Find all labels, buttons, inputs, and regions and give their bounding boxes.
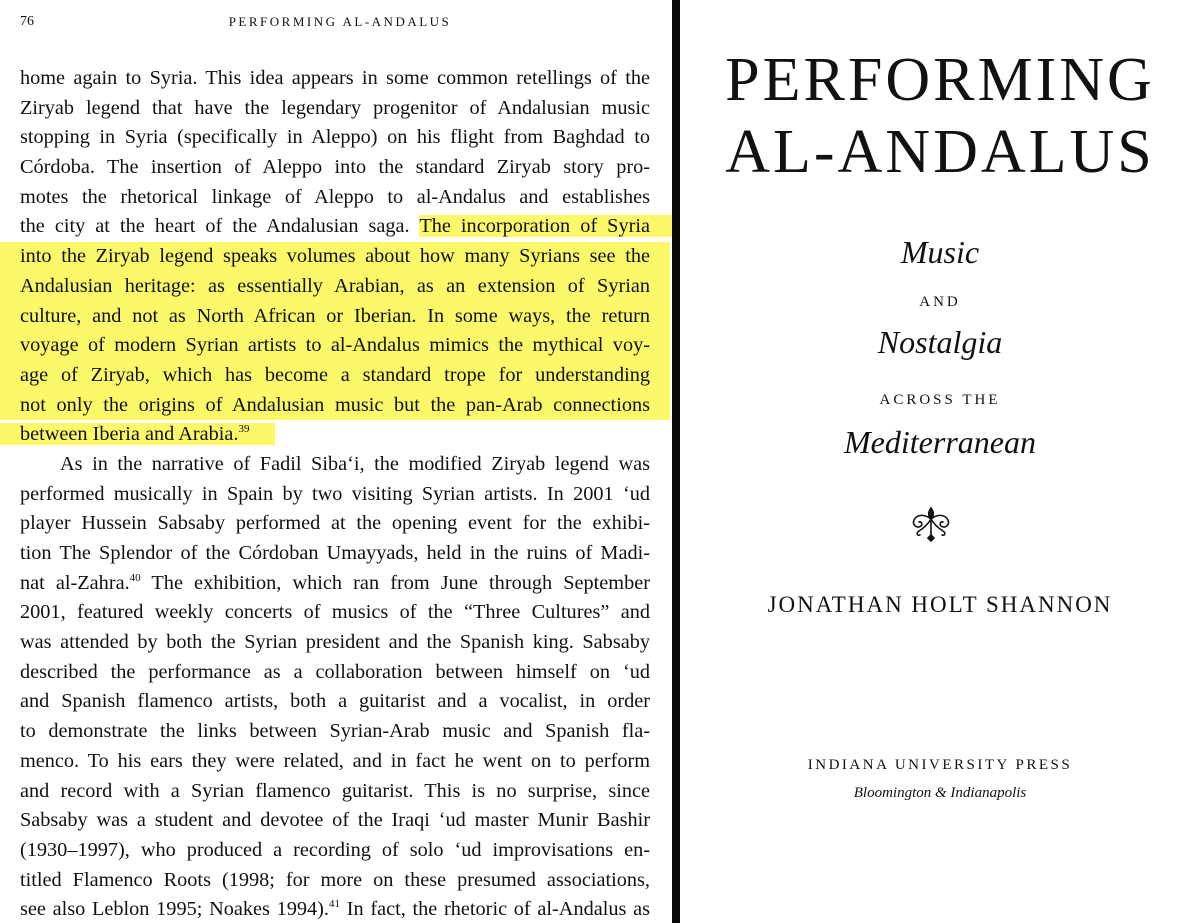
text-line: [20, 658, 650, 688]
text-line: [20, 717, 650, 747]
text-line-content: [20, 750, 650, 772]
text-line: [20, 509, 650, 539]
text-line: [20, 628, 650, 658]
highlighted-text: Andalusian heritage: as essentially Arabian, as an extension of Syrian: [20, 274, 650, 297]
running-head: [20, 14, 660, 36]
highlighted-text: voyage of modern Syrian artists to al-Andalus mimics the mythical voy-: [20, 334, 650, 357]
line-text: As in the narrative of Fadil Siba‘i, the modified Ziryab legend was: [60, 452, 650, 475]
text-line-content: [20, 364, 650, 386]
line-text: described the performance as a collaboration between himself on ‘ud: [20, 660, 650, 683]
line-text: tion The Splendor of the Córdoban Umayyads, held in the ruins of Madi-: [20, 542, 650, 564]
footnote-ref: 41: [329, 898, 341, 911]
text-line: [20, 153, 650, 183]
highlighted-text: culture, and not as North African or Iberian. In some ways, the return: [20, 304, 650, 327]
title-block: [680, 44, 1200, 188]
text-line-content: [20, 631, 650, 653]
text-line-content: [20, 423, 275, 445]
text-line: [20, 598, 650, 628]
line-text: motes the rhetorical linkage of Aleppo to al-Andalus and establishes: [20, 185, 650, 208]
text-line: [20, 302, 650, 332]
text-line: [20, 361, 650, 391]
text-line-content: [20, 542, 650, 564]
line-text: nat al-Zahra.: [20, 571, 130, 594]
text-line-content: [20, 601, 650, 623]
text-line: [20, 866, 650, 896]
text-line: [20, 391, 650, 421]
text-line: [20, 747, 650, 777]
subtitle-music: Music: [900, 234, 980, 270]
highlighted-text: not only the origins of Andalusian music but the pan-Arab connections: [20, 393, 650, 416]
text-line: [20, 183, 650, 213]
line-text: Córdoba. The insertion of Aleppo into the standard Ziryab story pro-: [20, 156, 650, 179]
text-line-content: [60, 453, 650, 475]
line-text: 2001, featured weekly concerts of musics of the “Three Cultures” and: [20, 601, 650, 624]
text-line: [20, 94, 650, 124]
footnote-ref: 40: [129, 571, 141, 584]
line-text: was attended by both the Syrian president and the Spanish king. Sabsaby: [20, 631, 650, 654]
text-line: [20, 539, 650, 569]
text-line: [20, 64, 650, 94]
text-line: [20, 212, 650, 242]
text-line: [20, 569, 650, 599]
text-line-content: [20, 394, 650, 416]
right-page: [680, 0, 1200, 923]
text-line-content: [20, 690, 650, 712]
line-text: titled Flamenco Roots (1998; for more on these presumed associations,: [20, 868, 650, 891]
text-line-content: [20, 512, 650, 534]
text-line-content: [20, 275, 650, 297]
text-line: [20, 242, 650, 272]
highlighted-text: between Iberia and Arabia.: [20, 423, 239, 446]
text-line-content: [20, 483, 650, 505]
line-text: to demonstrate the links between Syrian-Arab music and Spanish fla-: [20, 720, 650, 743]
text-line: [20, 480, 650, 510]
subtitle-mediterranean: Mediterranean: [844, 424, 1036, 460]
page-divider: [672, 0, 680, 923]
text-line-content: [20, 156, 650, 178]
text-line: [20, 687, 650, 717]
highlighted-text: age of Ziryab, which has become a standard trope for understanding: [20, 363, 650, 386]
text-line-content: [20, 126, 650, 148]
line-text: (1930–1997), who produced a recording of solo ‘ud improvisations en-: [20, 838, 650, 861]
text-line: [20, 895, 650, 923]
text-line-content: [20, 720, 650, 742]
text-line: [20, 836, 650, 866]
line-text: menco. To his ears they were related, and in fact he went on to perform: [20, 749, 650, 772]
text-line-content: [20, 898, 650, 920]
line-text: stopping in Syria (specifically in Aleppo) on his flight from Baghdad to: [20, 126, 650, 149]
book-title-line2: AL-ANDALUS: [725, 118, 1155, 186]
line-text: Ziryab legend that have the legendary progenitor of Andalusian music: [20, 96, 650, 119]
line-text: Sabsaby was a student and devotee of the Iraqi ‘ud master Munir Bashir: [20, 809, 650, 832]
subtitle-across: ACROSS THE: [879, 392, 1001, 408]
author-name: JONATHAN HOLT SHANNON: [767, 592, 1113, 617]
text-line-content: [20, 572, 650, 594]
text-line-content: [20, 780, 650, 802]
line-text: player Hussein Sabsaby performed at the opening event for the exhibi-: [20, 512, 650, 535]
line-text: the city at the heart of the Andalusian saga.: [20, 215, 410, 238]
line-text: and Spanish flamenco artists, both a guitarist and a vocalist, in order: [20, 690, 650, 713]
line-text: performed musically in Spain by two visiting Syrian artists. In 2001 ‘ud: [20, 482, 650, 505]
text-line: [20, 331, 650, 361]
text-line-content: [20, 661, 650, 683]
highlight-end: [0, 423, 275, 445]
publisher-name: INDIANA UNIVERSITY PRESS: [807, 757, 1073, 773]
text-line: [20, 272, 650, 302]
highlighted-text: into the Ziryab legend speaks volumes about how many Syrians see the: [20, 245, 650, 268]
text-line: [20, 450, 650, 480]
text-line-content: [20, 67, 650, 89]
text-line-content: [20, 245, 650, 267]
highlighted-text: The incorporation of Syria: [419, 215, 672, 237]
page-number: 76: [20, 14, 34, 29]
publisher-place: Bloomington & Indianapolis: [853, 785, 1027, 801]
line-text: home again to Syria. This idea appears in some common retellings of the: [20, 67, 650, 89]
text-line: [20, 123, 650, 153]
text-line-content: [20, 809, 650, 831]
book-title-line1: PERFORMING: [725, 46, 1155, 114]
body-text: [20, 64, 650, 923]
text-line: [20, 777, 650, 807]
subtitle-nostalgia: Nostalgia: [877, 324, 1003, 360]
text-line-content: [20, 305, 650, 327]
line-text: and record with a Syrian flamenco guitarist. This is no surprise, since: [20, 779, 650, 802]
text-line-content: [20, 334, 650, 356]
footnote-ref: 39: [238, 423, 250, 436]
running-title: PERFORMING AL-ANDALUS: [228, 14, 452, 29]
line-text: In fact, the rhetoric of al-Andalus as: [340, 898, 651, 921]
text-line-content: [20, 869, 650, 891]
text-line: [20, 806, 650, 836]
text-line-content: [20, 215, 650, 237]
text-line-content: [20, 839, 650, 861]
line-text: The exhibition, which ran from June through September: [140, 571, 650, 594]
line-text: see also Leblon 1995; Noakes 1994).: [20, 898, 330, 921]
fleuron-ornament-icon: [908, 502, 954, 542]
text-line-content: [20, 97, 650, 119]
text-line: [20, 420, 650, 450]
text-line-content: [20, 186, 650, 208]
subtitle-and: AND: [919, 294, 961, 310]
